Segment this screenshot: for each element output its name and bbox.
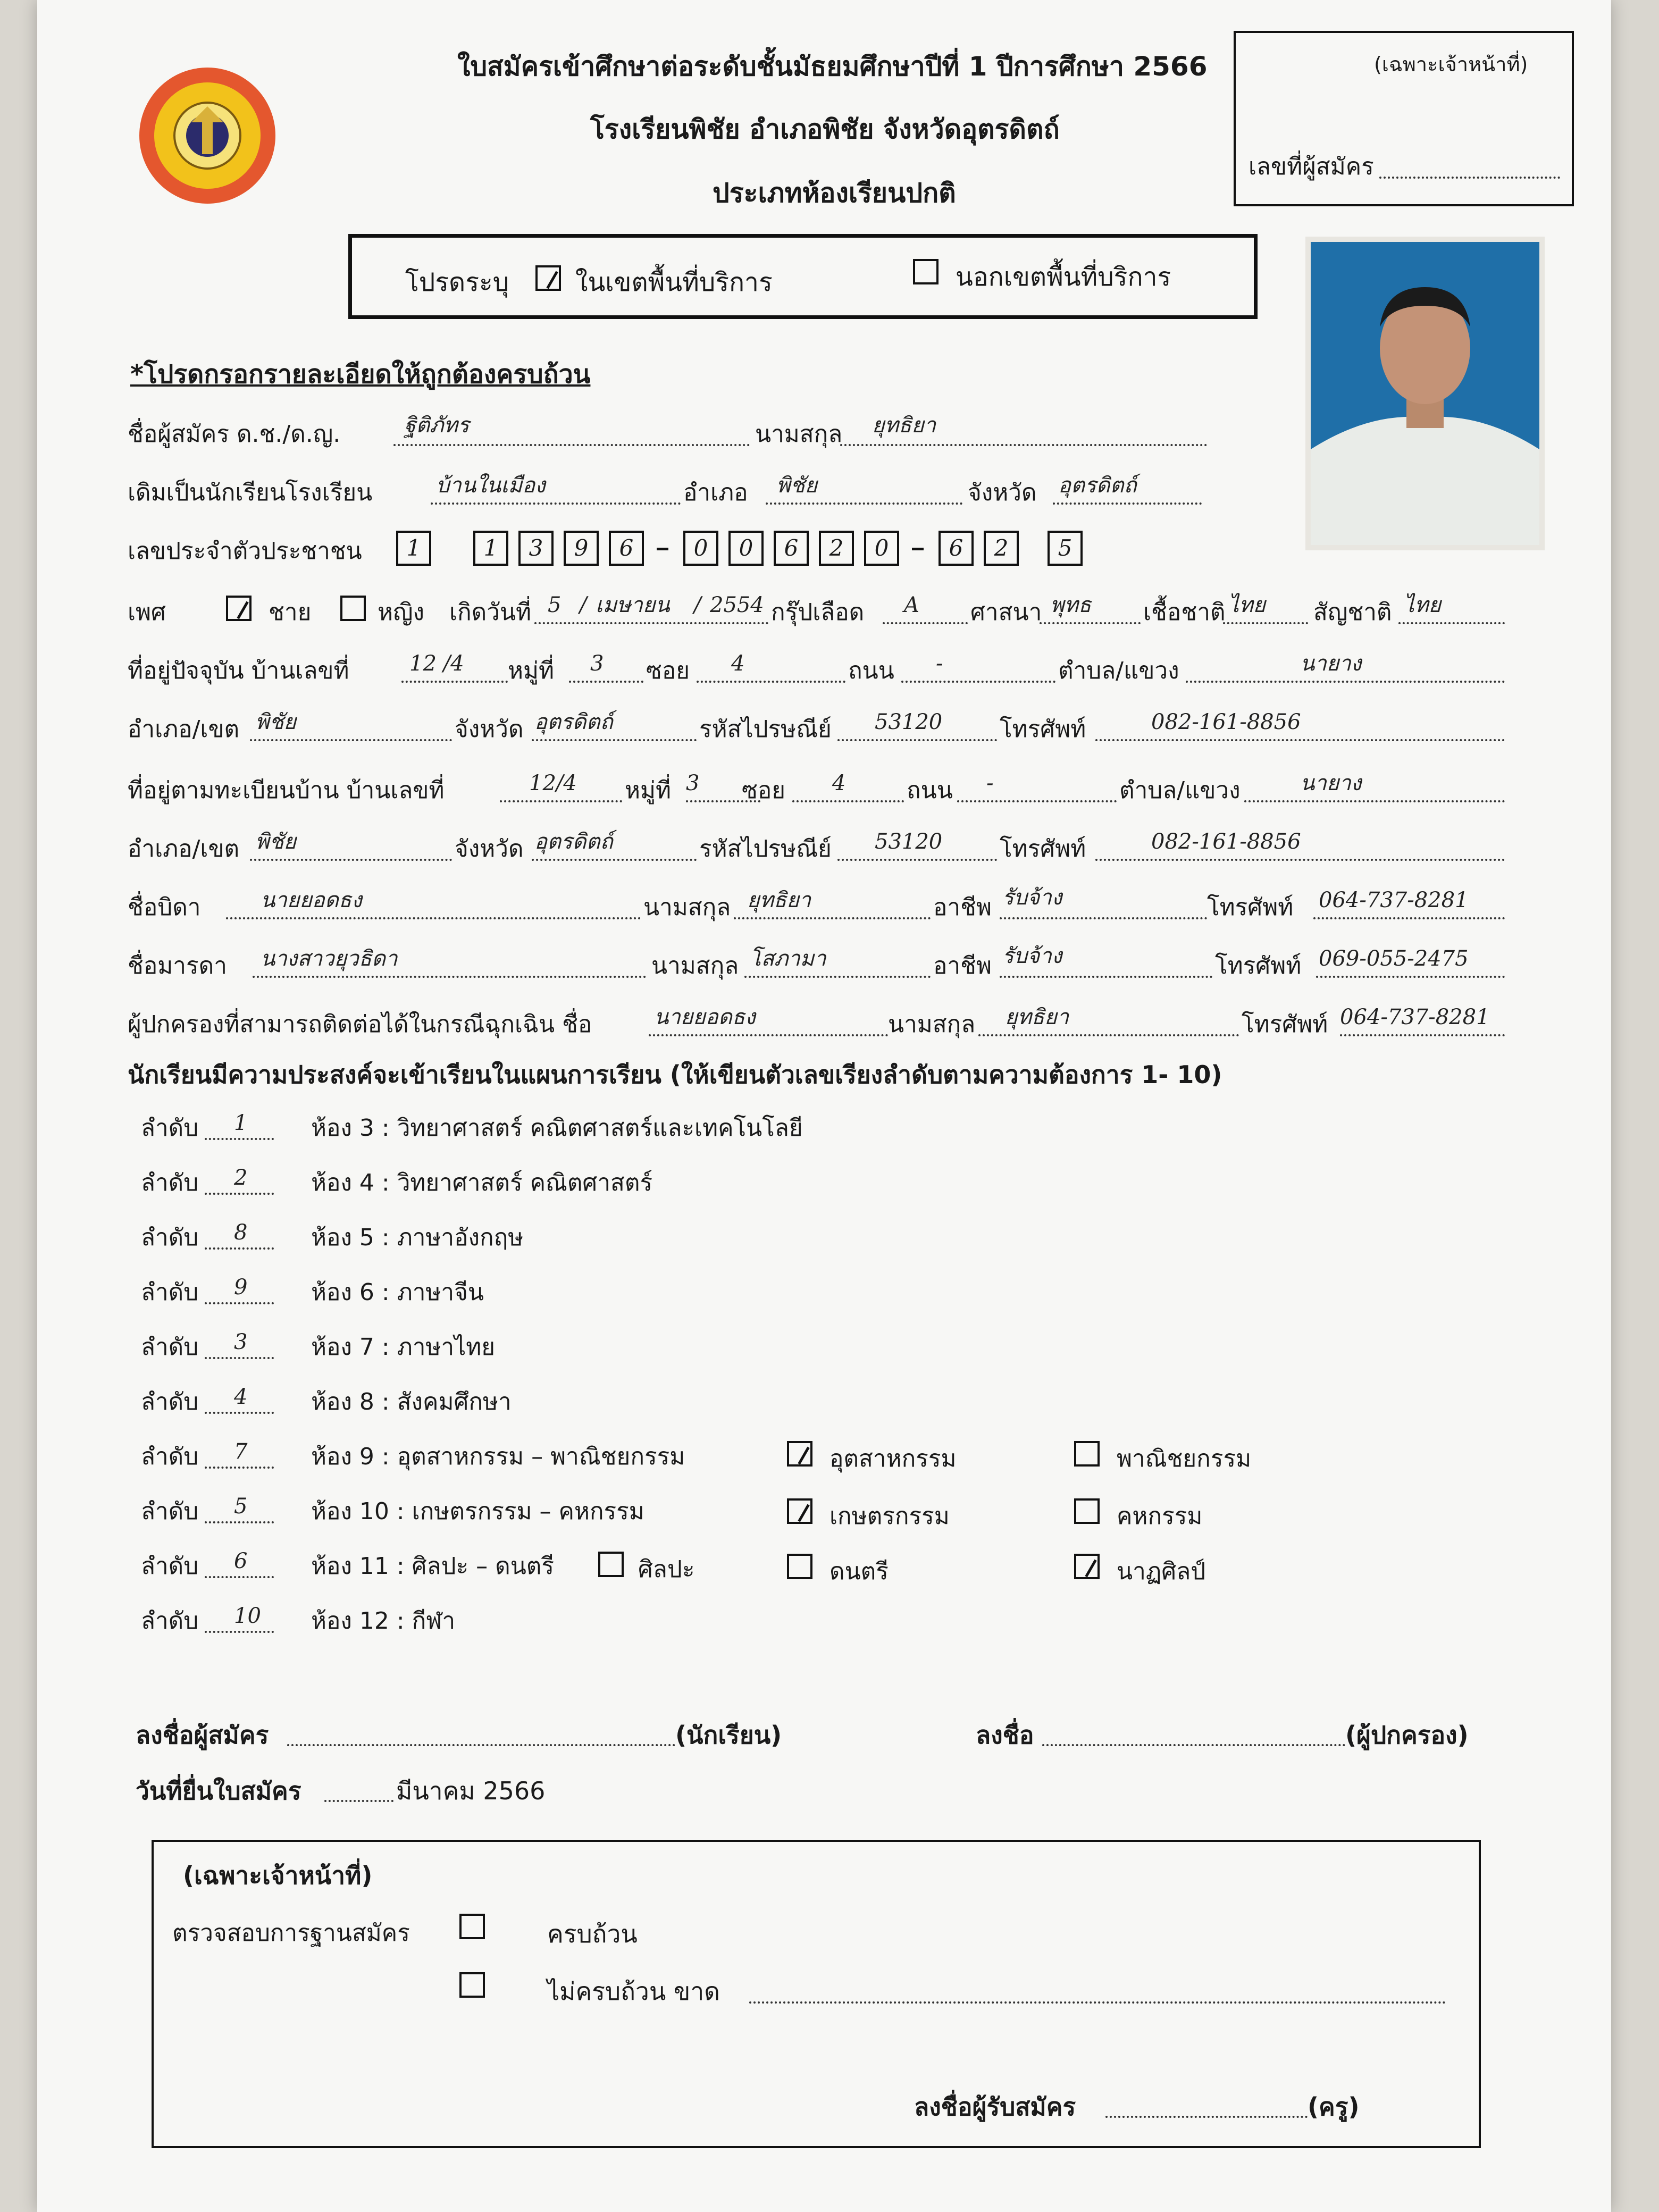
mother-label: ชื่อมารดา <box>128 952 227 979</box>
registered-district-label: อำเภอ/เขต <box>128 835 240 862</box>
current-soi-label: ซอย <box>646 657 690 684</box>
receiver-signature-suffix: (ครู) <box>1308 2092 1360 2121</box>
registered-phone: 082-161-8856 <box>1151 830 1301 854</box>
blood-group-value: A <box>904 593 919 617</box>
plan-rank-label: ลำดับ <box>141 1279 199 1306</box>
plan-rank-value: 6 <box>234 1549 248 1573</box>
plan-rank-field[interactable] <box>205 1193 274 1195</box>
prev-province-label: จังหวัด <box>968 479 1037 506</box>
ethnicity-value: ไทย <box>1228 593 1266 617</box>
current-moo: 3 <box>590 651 604 676</box>
plan-rank-field[interactable] <box>205 1138 274 1140</box>
art-label: ศิลปะ <box>638 1556 695 1583</box>
dance-checkbox[interactable] <box>1074 1554 1100 1579</box>
current-subdistrict-label: ตำบล/แขวง <box>1058 657 1179 684</box>
plan-room-name: ห้อง 7 : ภาษาไทย <box>311 1334 496 1361</box>
current-postal-label: รหัสไปรษณีย์ <box>699 716 832 743</box>
id-digit-box[interactable]: 6 <box>939 531 974 566</box>
submit-date-label: วันที่ยื่นใบสมัคร <box>136 1777 301 1805</box>
date-separator: / <box>580 593 587 617</box>
plan-rank-value: 8 <box>234 1220 248 1245</box>
plan-rank-value: 1 <box>234 1111 248 1135</box>
current-phone: 082-161-8856 <box>1151 710 1301 734</box>
plan-rank-label: ลำดับ <box>141 1224 199 1251</box>
applicant-signature-suffix: (นักเรียน) <box>675 1721 782 1749</box>
nationality-value: ไทย <box>1404 593 1441 617</box>
office-use-title: (เฉพาะเจ้าหน้าที่) <box>1374 53 1528 76</box>
nationality-field[interactable] <box>1398 622 1505 624</box>
current-moo-label: หมู่ที่ <box>508 657 555 684</box>
guardian-surname-field[interactable] <box>978 1034 1239 1036</box>
current-province: อุตรดิตถ์ <box>534 710 613 734</box>
plan-room-name: ห้อง 8 : สังคมศึกษา <box>311 1388 512 1415</box>
current-district: พิชัย <box>255 710 296 734</box>
birth-date-field[interactable] <box>534 622 768 624</box>
plan-rank-label: ลำดับ <box>141 1388 199 1415</box>
staff-use-box <box>152 1840 1481 2148</box>
plan-rank-label: ลำดับ <box>141 1498 199 1525</box>
registered-road-field[interactable] <box>957 800 1117 802</box>
registered-subdistrict-label: ตำบล/แขวง <box>1119 777 1241 804</box>
mother-name-field[interactable] <box>253 976 646 978</box>
id-digit-box[interactable]: 1 <box>473 531 508 566</box>
father-name: นายยอดธง <box>261 888 362 912</box>
ethnicity-label: เชื้อชาติ <box>1143 599 1226 626</box>
missing-items-field[interactable] <box>749 2001 1446 2004</box>
prev-district-field[interactable] <box>766 502 962 505</box>
current-district-field[interactable] <box>250 739 452 741</box>
blood-group-field[interactable] <box>883 622 968 624</box>
female-label: หญิง <box>378 599 424 626</box>
current-road-label: ถนน <box>848 657 894 684</box>
id-digit-box[interactable]: 6 <box>609 531 644 566</box>
current-postal: 53120 <box>875 710 943 734</box>
plan-rank-field[interactable] <box>205 1357 274 1359</box>
applicant-surname-field[interactable] <box>840 444 1207 446</box>
service-area-label: โปรดระบุ <box>405 267 509 297</box>
id-digit-box[interactable]: 9 <box>564 531 599 566</box>
guardian-signature-suffix: (ผู้ปกครอง) <box>1345 1721 1469 1749</box>
current-moo-field[interactable] <box>569 681 643 683</box>
mother-surname-label: นามสกุล <box>651 952 739 979</box>
document-check-label: ตรวจสอบการฐานสมัคร <box>172 1920 410 1947</box>
applicant-no-field[interactable] <box>1379 177 1560 179</box>
plan-rank-field[interactable] <box>205 1631 274 1633</box>
incomplete-checkbox[interactable] <box>459 1972 485 1998</box>
guardian-surname-label: นามสกุล <box>888 1011 976 1038</box>
registered-road: - <box>986 771 994 795</box>
music-label: ดนตรี <box>830 1558 889 1585</box>
father-phone-field[interactable] <box>1313 917 1505 919</box>
prev-province-field[interactable] <box>1053 502 1202 505</box>
guardian-signature-field[interactable] <box>1042 1744 1345 1746</box>
applicant-signature-field[interactable] <box>287 1744 675 1746</box>
id-digit-box[interactable]: 6 <box>774 531 809 566</box>
plan-room-name: ห้อง 6 : ภาษาจีน <box>311 1279 484 1306</box>
applicant-surname: ยุทธิยา <box>872 413 936 438</box>
plan-rank-value: 9 <box>234 1275 248 1300</box>
current-road-field[interactable] <box>901 681 1055 683</box>
incomplete-label: ไม่ครบถ้วน ขาด <box>547 1977 720 2006</box>
female-checkbox[interactable] <box>340 596 366 621</box>
plan-rank-field[interactable] <box>205 1247 274 1250</box>
plan-rank-value: 3 <box>234 1330 248 1354</box>
plan-room-name: ห้อง 5 : ภาษาอังกฤษ <box>311 1224 524 1251</box>
id-digit-box[interactable]: 0 <box>864 531 899 566</box>
current-province-field[interactable] <box>532 739 697 741</box>
id-separator-dash <box>657 548 668 550</box>
registered-moo-label: หมู่ที่ <box>625 777 672 804</box>
plan-room-name: ห้อง 3 : วิทยาศาสตร์ คณิตศาสตร์และเทคโนโลยี <box>311 1115 803 1142</box>
complete-label: ครบถ้วน <box>547 1920 638 1948</box>
nationality-label: สัญชาติ <box>1313 599 1392 626</box>
applicant-signature-label: ลงชื่อผู้สมัคร <box>136 1721 269 1749</box>
religion-field[interactable] <box>1040 622 1141 624</box>
guardian-label: ผู้ปกครองที่สามารถติดต่อได้ในกรณีฉุกเฉิน ชื่อ <box>128 1011 592 1038</box>
registered-soi-field[interactable] <box>792 800 904 802</box>
guardian-surname: ยุทธิยา <box>1005 1005 1069 1029</box>
guardian-name: นายยอดธง <box>654 1005 756 1029</box>
birth-day: 5 <box>548 593 562 617</box>
current-soi: 4 <box>731 651 745 676</box>
registered-province: อุตรดิตถ์ <box>534 830 613 854</box>
plan-rank-field[interactable] <box>205 1467 274 1469</box>
mother-phone-field[interactable] <box>1316 976 1505 978</box>
registered-soi-label: ซอย <box>742 777 786 804</box>
plan-room-name: ห้อง 10 : เกษตรกรรม – คหกรรม <box>311 1498 644 1525</box>
father-phone-label: โทรศัพท์ <box>1207 894 1294 921</box>
applicant-no-label: เลขที่ผู้สมัคร <box>1249 153 1374 180</box>
father-job: รับจ้าง <box>1002 885 1062 910</box>
mother-job-label: อาชีพ <box>933 952 992 979</box>
current-postal-field[interactable] <box>837 739 997 741</box>
id-digit-box[interactable]: 2 <box>984 531 1019 566</box>
mother-phone: 069-055-2475 <box>1319 946 1469 971</box>
inside-area-label: ในเขตพื้นที่บริการ <box>575 267 773 297</box>
id-number-label: เลขประจำตัวประชาชน <box>128 538 362 565</box>
father-job-label: อาชีพ <box>933 894 992 921</box>
plan-room-name: ห้อง 4 : วิทยาศาสตร์ คณิตศาสตร์ <box>311 1169 653 1196</box>
receiver-signature-label: ลงชื่อผู้รับสมัคร <box>914 2092 1076 2121</box>
dance-label: นาฏศิลป์ <box>1117 1558 1206 1585</box>
agriculture-label: เกษตรกรรม <box>830 1503 950 1530</box>
plan-room-name: ห้อง 9 : อุตสาหกรรม – พาณิชยกรรม <box>311 1443 685 1470</box>
prev-school-field[interactable] <box>431 502 681 505</box>
id-digit-box[interactable]: 5 <box>1048 531 1083 566</box>
id-digit-box[interactable]: 2 <box>819 531 854 566</box>
father-name-field[interactable] <box>226 917 641 919</box>
industry-label: อุตสาหกรรม <box>830 1445 957 1472</box>
male-label: ชาย <box>269 599 312 626</box>
guardian-signature-label: ลงชื่อ <box>976 1721 1034 1749</box>
birth-date-label: เกิดวันที่ <box>449 599 532 626</box>
plan-rank-label: ลำดับ <box>141 1553 199 1580</box>
registered-district-field[interactable] <box>250 859 452 861</box>
school-logo-icon <box>133 64 282 207</box>
applicant-name-field[interactable] <box>393 444 750 446</box>
plan-room-name: ห้อง 11 : ศิลปะ – ดนตรี <box>311 1553 554 1580</box>
current-house-no-field[interactable] <box>401 681 508 683</box>
registered-road-label: ถนน <box>907 777 953 804</box>
receiver-signature-field[interactable] <box>1105 2116 1308 2118</box>
date-separator: / <box>694 593 701 617</box>
registered-postal-field[interactable] <box>837 859 997 861</box>
industry-checkbox[interactable] <box>787 1441 812 1467</box>
prev-school-label: เดิมเป็นนักเรียนโรงเรียน <box>128 479 373 506</box>
current-subdistrict-field[interactable] <box>1186 681 1505 683</box>
father-phone: 064-737-8281 <box>1319 888 1469 912</box>
commerce-checkbox[interactable] <box>1074 1441 1100 1467</box>
registered-soi: 4 <box>832 771 846 795</box>
plan-rank-value: 4 <box>234 1385 248 1409</box>
current-subdistrict: นายาง <box>1300 651 1362 676</box>
home-economics-checkbox[interactable] <box>1074 1498 1100 1524</box>
guardian-phone-field[interactable] <box>1340 1034 1505 1036</box>
plan-rank-label: ลำดับ <box>141 1443 199 1470</box>
guardian-phone-label: โทรศัพท์ <box>1242 1011 1328 1038</box>
inside-area-checkbox[interactable] <box>535 265 561 291</box>
registered-house-no-field[interactable] <box>500 800 622 802</box>
blood-group-label: กรุ๊ปเลือด <box>771 599 865 626</box>
instruction-text: *โปรดกรอกรายละเอียดให้ถูกต้องครบถ้วน <box>130 359 591 389</box>
father-job-field[interactable] <box>1000 917 1207 919</box>
study-plan-heading: นักเรียนมีความประสงค์จะเข้าเรียนในแผนการเรียน (ให้เขียนตัวเลขเรียงลำดับตามความต้องการ 1- 10) <box>128 1060 1222 1089</box>
father-surname-label: นามสกุล <box>643 894 731 921</box>
service-area-box <box>348 234 1258 319</box>
ethnicity-field[interactable] <box>1223 622 1308 624</box>
gender-label: เพศ <box>128 599 166 626</box>
submit-date-field[interactable] <box>324 1800 393 1802</box>
application-form-page <box>37 0 1611 2212</box>
current-road: - <box>936 651 943 676</box>
registered-province-label: จังหวัด <box>455 835 524 862</box>
classroom-type: ประเภทห้องเรียนปกติ <box>713 178 956 208</box>
mother-job-field[interactable] <box>1000 976 1212 978</box>
registered-postal-label: รหัสไปรษณีย์ <box>699 835 832 862</box>
current-address-label: ที่อยู่ปัจจุบัน บ้านเลขที่ <box>128 657 349 684</box>
religion-label: ศาสนา <box>970 599 1042 626</box>
id-digit-box[interactable]: 0 <box>728 531 764 566</box>
current-soi-field[interactable] <box>697 681 845 683</box>
registered-province-field[interactable] <box>532 859 697 861</box>
form-title: ใบสมัครเข้าศึกษาต่อระดับชั้นมัธยมศึกษาปีที่ 1 ปีการศึกษา 2566 <box>457 51 1208 82</box>
id-digit-box[interactable]: 1 <box>396 531 431 566</box>
guardian-phone: 064-737-8281 <box>1340 1005 1490 1029</box>
registered-moo: 3 <box>686 771 700 795</box>
current-province-label: จังหวัด <box>455 716 524 743</box>
school-name: โรงเรียนพิชัย อำเภอพิชัย จังหวัดอุตรดิตถ์ <box>590 114 1060 145</box>
plan-rank-value: 10 <box>234 1604 261 1628</box>
registered-postal: 53120 <box>875 830 943 854</box>
father-label: ชื่อบิดา <box>128 894 201 921</box>
mother-surname: โสภามา <box>750 946 826 971</box>
mother-job: รับจ้าง <box>1002 944 1062 968</box>
father-surname-field[interactable] <box>734 917 931 919</box>
current-house-no: 12 /4 <box>409 651 464 676</box>
commerce-label: พาณิชยกรรม <box>1117 1445 1252 1472</box>
prev-province-value: อุตรดิตถ์ <box>1058 473 1137 498</box>
office-use-box <box>1234 31 1574 206</box>
mother-surname-field[interactable] <box>744 976 931 978</box>
staff-use-title: (เฉพาะเจ้าหน้าที่) <box>183 1861 373 1890</box>
birth-month: เมษายน <box>596 593 670 617</box>
plan-rank-field[interactable] <box>205 1302 274 1304</box>
registered-district: พิชัย <box>255 830 296 854</box>
agriculture-checkbox[interactable] <box>787 1498 812 1524</box>
id-digit-box[interactable]: 3 <box>518 531 554 566</box>
applicant-first-name: ฐิติภัทร <box>404 413 470 438</box>
prev-school-value: บ้านในเมือง <box>436 473 546 498</box>
plan-rank-field[interactable] <box>205 1521 274 1523</box>
plan-rank-field[interactable] <box>205 1576 274 1578</box>
id-digit-box[interactable]: 0 <box>683 531 718 566</box>
registered-subdistrict-field[interactable] <box>1244 800 1505 802</box>
registered-house-no: 12/4 <box>529 771 577 795</box>
art-checkbox[interactable] <box>598 1552 624 1577</box>
prev-district-label: อำเภอ <box>683 479 748 506</box>
plan-rank-label: ลำดับ <box>141 1607 199 1635</box>
plan-rank-label: ลำดับ <box>141 1115 199 1142</box>
music-checkbox[interactable] <box>787 1554 812 1579</box>
home-economics-label: คหกรรม <box>1117 1503 1203 1530</box>
guardian-name-field[interactable] <box>649 1034 888 1036</box>
prev-district-value: พิชัย <box>776 473 817 498</box>
outside-area-label: นอกเขตพื้นที่บริการ <box>956 262 1171 292</box>
applicant-surname-label: นามสกุล <box>755 421 843 448</box>
plan-rank-value: 2 <box>234 1166 248 1190</box>
outside-area-checkbox[interactable] <box>913 259 939 284</box>
plan-rank-label: ลำดับ <box>141 1169 199 1196</box>
plan-rank-value: 5 <box>234 1494 248 1519</box>
current-district-label: อำเภอ/เขต <box>128 716 240 743</box>
complete-checkbox[interactable] <box>459 1914 485 1939</box>
current-phone-field[interactable] <box>1095 739 1505 741</box>
registered-subdistrict: นายาง <box>1300 771 1362 795</box>
male-checkbox[interactable] <box>226 596 252 621</box>
id-separator-dash <box>912 548 924 550</box>
applicant-photo <box>1305 237 1545 550</box>
plan-room-name: ห้อง 12 : กีฬา <box>311 1607 456 1635</box>
plan-rank-value: 7 <box>234 1439 248 1464</box>
plan-rank-field[interactable] <box>205 1412 274 1414</box>
registered-phone-field[interactable] <box>1095 859 1505 861</box>
registered-phone-label: โทรศัพท์ <box>1000 835 1086 862</box>
submit-date-value: มีนาคม 2566 <box>396 1777 546 1805</box>
current-phone-label: โทรศัพท์ <box>1000 716 1086 743</box>
father-surname: ยุทธิยา <box>747 888 811 912</box>
birth-year: 2554 <box>710 593 764 617</box>
mother-phone-label: โทรศัพท์ <box>1215 952 1302 979</box>
plan-rank-label: ลำดับ <box>141 1334 199 1361</box>
applicant-name-label: ชื่อผู้สมัคร ด.ช./ด.ญ. <box>128 421 341 448</box>
mother-name: นางสาวยุวธิดา <box>261 946 398 971</box>
registered-address-label: ที่อยู่ตามทะเบียนบ้าน บ้านเลขที่ <box>128 777 445 804</box>
religion-value: พุทธ <box>1050 593 1092 617</box>
